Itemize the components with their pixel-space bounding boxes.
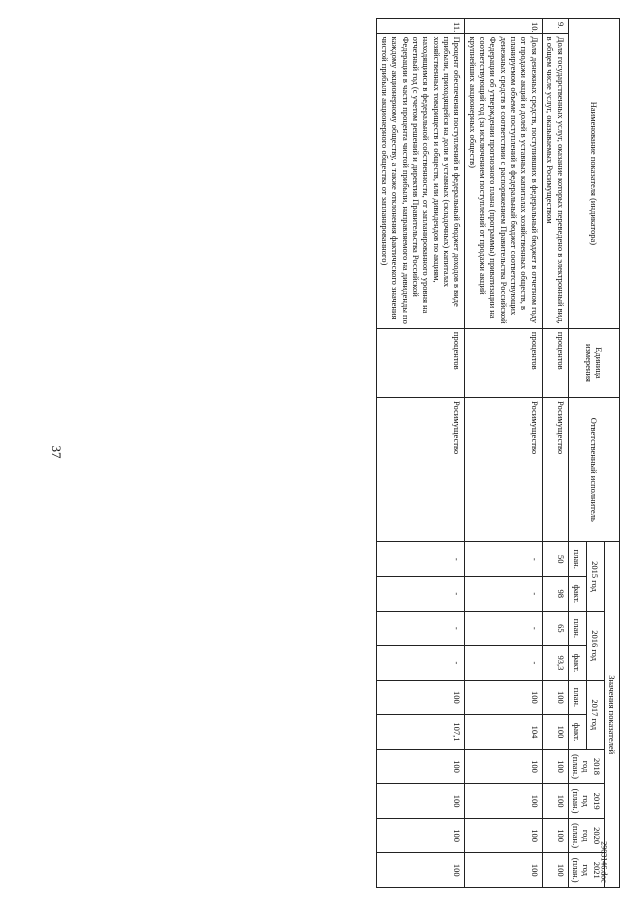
value-2015-plan: 50 bbox=[542, 542, 568, 577]
header-unit: Единица измерения bbox=[568, 328, 619, 397]
value-2016-fact: 93,3 bbox=[542, 646, 568, 681]
row-executor: Росимущество bbox=[465, 398, 543, 542]
value-2017-plan: 100 bbox=[377, 680, 465, 715]
value-2021: 100 bbox=[377, 853, 465, 888]
header-2020: 2020 год (план.) bbox=[568, 818, 604, 853]
header-plan: план. bbox=[568, 542, 586, 577]
row-number: 10. bbox=[465, 19, 543, 34]
row-executor: Росимущество bbox=[377, 398, 465, 542]
indicator-table bbox=[376, 18, 620, 888]
value-2020: 100 bbox=[542, 818, 568, 853]
header-2018: 2018 год (план.) bbox=[568, 749, 604, 784]
value-2019: 100 bbox=[465, 784, 543, 819]
value-2017-fact: 104 bbox=[465, 715, 543, 750]
value-2015-fact: - bbox=[465, 577, 543, 612]
footer-filename: 2903146.doc bbox=[599, 841, 609, 883]
header-fact: факт. bbox=[568, 577, 586, 612]
value-2018: 100 bbox=[465, 749, 543, 784]
value-2019: 100 bbox=[377, 784, 465, 819]
header-2016: 2016 год bbox=[586, 611, 604, 680]
value-2016-fact: - bbox=[377, 646, 465, 681]
value-2016-plan: 65 bbox=[542, 611, 568, 646]
value-2015-fact: - bbox=[377, 577, 465, 612]
value-2019: 100 bbox=[542, 784, 568, 819]
row-unit: процентов bbox=[377, 328, 465, 397]
value-2015-plan: - bbox=[377, 542, 465, 577]
row-indicator-name: Доля денежных средств, поступивших в федеральный бюджет в отчетном году от продажи акций и долей в уставных капиталах хозяйственных обществ, в планируемом объеме поступлений в федеральный бюджет соответствующих денежных средств в соответствии с распоряжением Правительства Российской Федерации об утверждении прогнозного плана (программы) приватизации на соответствующий год (за исключением поступлений от продажи акций крупнейших акционерных обществ) bbox=[465, 33, 543, 328]
row-number: 11. bbox=[377, 19, 465, 34]
row-unit: процентов bbox=[542, 328, 568, 397]
table-row bbox=[377, 19, 465, 888]
row-unit: процентов bbox=[465, 328, 543, 397]
value-2020: 100 bbox=[377, 818, 465, 853]
value-2021: 100 bbox=[465, 853, 543, 888]
header-plan: план. bbox=[568, 680, 586, 715]
header-2017: 2017 год bbox=[586, 680, 604, 749]
row-indicator-name: Процент обеспечения поступлений в федеральный бюджет доходов в виде прибыли, приходящейся на доли в уставных (складочных) капиталах хозяйственных товариществ и обществ, или дивидендов по акциям, находящимся в федеральной собственности, от запланированного уровня на отчетный год (с учетом решений и директив Правительства Российской Федерации в части процента чистой прибыли, направляемого на дивиденды по каждому акционерному обществу, а также отклонения фактического значения чистой прибыли акционерного общества от запланированного) bbox=[377, 33, 465, 328]
row-number: 9. bbox=[542, 19, 568, 34]
header-2021: 2021 год (план.) bbox=[568, 853, 604, 888]
value-2018: 100 bbox=[377, 749, 465, 784]
value-2021: 100 bbox=[542, 853, 568, 888]
value-2018: 100 bbox=[542, 749, 568, 784]
value-2015-plan: - bbox=[465, 542, 543, 577]
value-2016-plan: - bbox=[377, 611, 465, 646]
header-fact: факт. bbox=[568, 715, 586, 750]
page-number: 37 bbox=[49, 445, 64, 459]
header-2019: 2019 год (план.) bbox=[568, 784, 604, 819]
value-2017-plan: 100 bbox=[542, 680, 568, 715]
header-fact: факт. bbox=[568, 646, 586, 681]
header-2015: 2015 год bbox=[586, 542, 604, 611]
value-2017-fact: 107,1 bbox=[377, 715, 465, 750]
value-2016-fact: - bbox=[465, 646, 543, 681]
row-executor: Росимущество bbox=[542, 398, 568, 542]
value-2017-plan: 100 bbox=[465, 680, 543, 715]
value-2015-fact: 98 bbox=[542, 577, 568, 612]
row-indicator-name: Доля государственных услуг, оказание которых переведено в электронный вид, в общем числе услуг, оказываемых Росимуществом bbox=[542, 33, 568, 328]
header-executor: Ответственный исполнитель bbox=[568, 398, 619, 542]
table-row bbox=[542, 19, 568, 888]
rotated-table-wrapper bbox=[60, 18, 620, 888]
value-2017-fact: 100 bbox=[542, 715, 568, 750]
header-name: Наименование показателя (индикатора) bbox=[568, 19, 619, 329]
header-values: Значения показателей bbox=[604, 542, 619, 888]
header-plan: план. bbox=[568, 611, 586, 646]
value-2020: 100 bbox=[465, 818, 543, 853]
table-row bbox=[465, 19, 543, 888]
value-2016-plan: - bbox=[465, 611, 543, 646]
